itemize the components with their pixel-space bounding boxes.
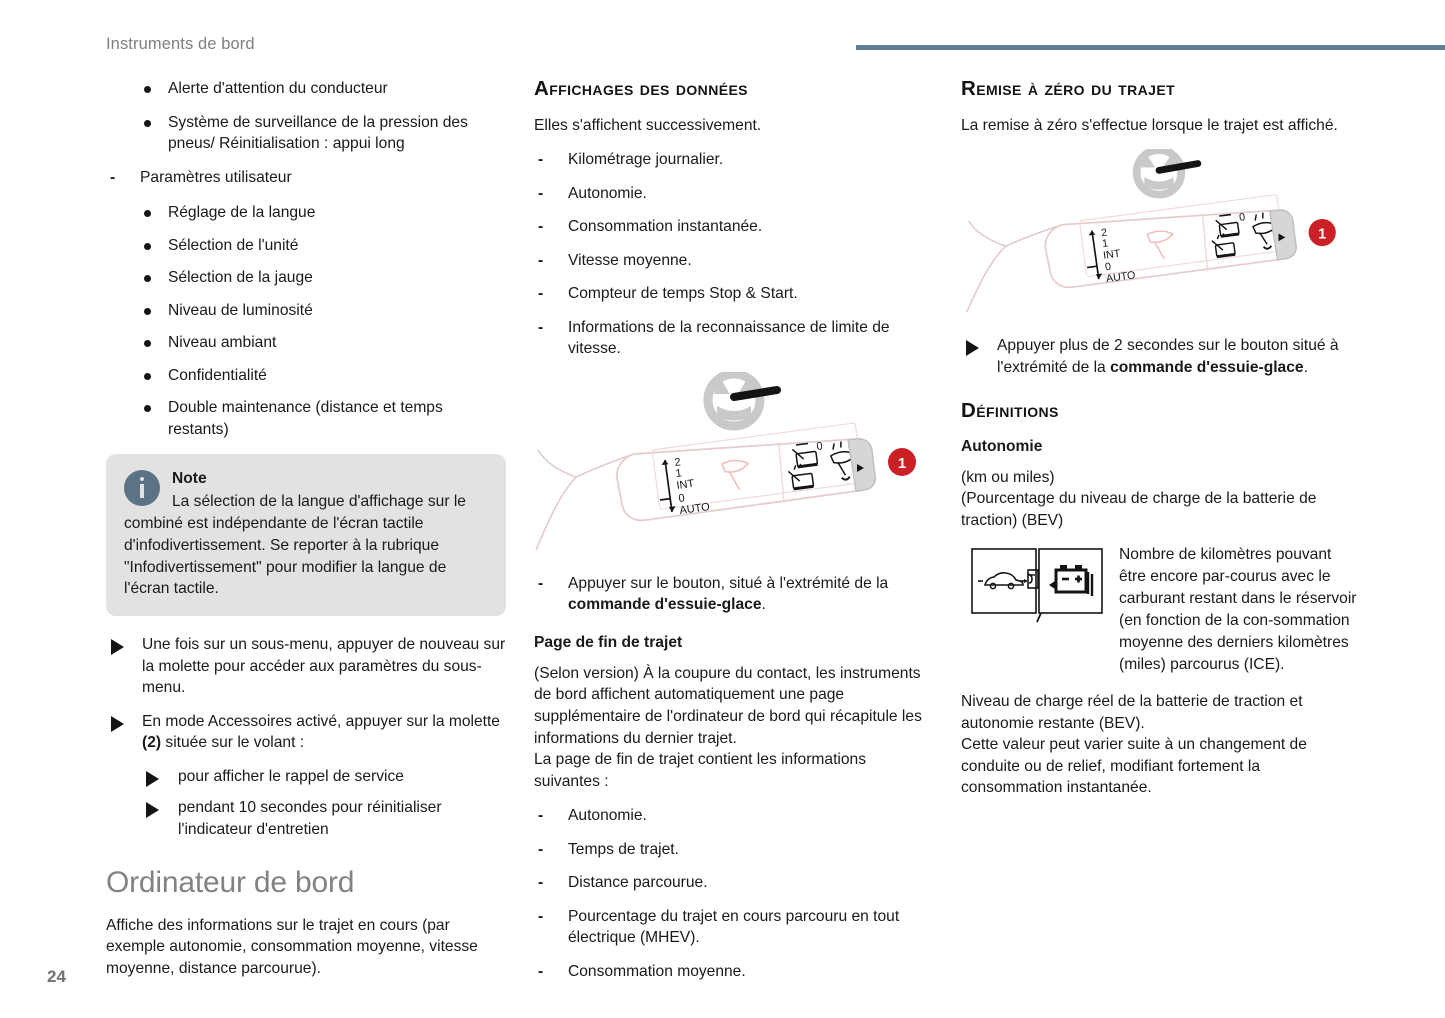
instruction-arrow-list: [106, 634, 506, 754]
range-icon-pair: [971, 548, 1103, 624]
page-header: [0, 0, 1445, 58]
list-item-label: Double maintenance (distance et temps restants): [168, 399, 443, 438]
page-number: 24: [47, 967, 66, 986]
definition-line-2: (Pourcentage du niveau de charge de la batterie de traction) (BEV): [961, 490, 1317, 529]
list-item-label: Compteur de temps Stop & Start.: [568, 285, 798, 303]
list-item-label-suffix: .: [761, 596, 766, 614]
list-item-label-suffix: .: [1303, 358, 1308, 376]
list-item-label-prefix: Appuyer plus de 2 secondes sur le bouton situé à l'extrémité de la: [997, 337, 1339, 376]
list-item: [534, 839, 934, 861]
steering-wheel-icon: [708, 374, 777, 426]
list-item: [534, 317, 934, 360]
list-item-label: Autonomie.: [568, 184, 647, 202]
list-item: [106, 78, 506, 100]
list-item-label: Distance parcourue.: [568, 874, 708, 892]
user-settings-list: [106, 202, 506, 440]
column-right: [961, 78, 1357, 812]
list-item-label: Pourcentage du trajet en cours parcouru en tout électrique (MHEV).: [568, 907, 900, 947]
list-item-label: Kilométrage journalier.: [568, 151, 724, 169]
list-item: [106, 797, 506, 840]
svg-text:INT: INT: [1102, 247, 1122, 262]
closing-text-2: Cette valeur peut varier suite à un changement de conduite ou de relief, modifiant fortement la consommation instantanée.: [961, 736, 1307, 797]
header-rule: [856, 45, 1445, 50]
list-item-label: Paramètres utilisateur: [140, 168, 292, 186]
svg-text:1: 1: [1101, 237, 1109, 251]
list-item-label: Informations de la reconnaissance de limite de vitesse.: [568, 318, 890, 358]
svg-text:2: 2: [673, 455, 682, 469]
list-item: [106, 634, 506, 699]
list-item: [534, 573, 934, 616]
heading-definitions: Définitions: [961, 399, 1059, 423]
list-item: [534, 216, 934, 238]
list-item: [534, 283, 934, 305]
list-item-label: Alerte d'attention du conducteur: [168, 80, 388, 97]
svg-text:0: 0: [677, 491, 686, 505]
menu-options-list: [106, 78, 506, 188]
svg-text:INT: INT: [675, 477, 695, 492]
list-item-label-bold: commande d'essuie-glace: [1110, 358, 1304, 376]
svg-text:0: 0: [1104, 260, 1112, 274]
list-item-label: pendant 10 secondes pour réinitialiser l'indicateur d'entretien: [178, 799, 442, 838]
definition-term-autonomie: Autonomie: [961, 437, 1043, 455]
list-item-label: Temps de trajet.: [568, 840, 679, 858]
list-item-label: Confidentialité: [168, 366, 267, 384]
list-item-label: Autonomie.: [568, 807, 647, 825]
note-box: [106, 454, 506, 616]
svg-text:1: 1: [674, 466, 683, 480]
list-item-label: Niveau de luminosité: [168, 301, 313, 319]
definition-icon-text: Nombre de kilomètres pouvant être encore par-courus avec le carburant restant dans le réservoir (en fonction de la con-sommation moyenne des derniers kilomètres (miles) parcourus (ICE).: [1119, 546, 1357, 673]
stalk-zero-label: 0: [815, 439, 824, 453]
list-item: [534, 805, 934, 827]
list-item-label: Une fois sur un sous-menu, appuyer de nouveau sur la molette pour accéder aux paramètres du sous-menu.: [142, 636, 506, 697]
list-item-label-prefix: Appuyer sur le bouton, situé à l'extrémité de la: [568, 574, 889, 592]
list-item-label: pour afficher le rappel de service: [178, 767, 404, 785]
svg-text:2: 2: [1100, 226, 1108, 240]
steering-wheel-icon: [1137, 150, 1198, 195]
subheading-page-de-fin-de-trajet: Page de fin de trajet: [534, 633, 683, 651]
body-text: (Selon version) À la coupure du contact, les instruments de bord affichent automatiquement une page supplémentaire de l'ordinateur de bord qui récapitule les informations du dernier trajet.: [534, 664, 922, 747]
svg-text:AUTO: AUTO: [678, 500, 711, 517]
body-text-2: La page de fin de trajet contient les informations suivantes :: [534, 751, 867, 790]
definition-icon-block: [961, 544, 1357, 675]
range-icons: [971, 548, 1103, 631]
info-icon: [124, 470, 160, 506]
list-item-label: Consommation moyenne.: [568, 962, 746, 980]
definition-line-1: (km ou miles): [961, 468, 1055, 486]
list-item: [106, 202, 506, 224]
list-item: [534, 906, 934, 949]
list-item: [106, 167, 506, 189]
wiper-stalk-illustration: [961, 149, 1357, 319]
note-title: Note: [172, 470, 207, 488]
wiper-stalk-figure: [961, 149, 1357, 319]
list-item-label: Vitesse moyenne.: [568, 251, 692, 269]
callout-marker-1-label: 1: [1318, 226, 1327, 243]
callout-marker-1-label: 1: [897, 454, 907, 472]
column-left: [106, 78, 506, 992]
list-item: [534, 183, 934, 205]
wiper-stalk-illustration: [534, 372, 934, 557]
data-displays-list: [534, 149, 934, 360]
list-item: [106, 397, 506, 440]
list-item: [106, 365, 506, 387]
list-item: [106, 235, 506, 257]
list-item-label: Sélection de la jauge: [168, 269, 313, 287]
list-item: [106, 267, 506, 289]
list-item-label-suffix: située sur le volant :: [161, 734, 305, 752]
list-item: [961, 335, 1357, 378]
svg-text:AUTO: AUTO: [1105, 269, 1137, 286]
instruction-sub-arrow-list: [106, 766, 506, 841]
press-button-list: [534, 573, 934, 616]
list-item: [534, 250, 934, 272]
list-item-label: Consommation instantanée.: [568, 218, 763, 236]
wiper-stalk-figure: [534, 372, 934, 557]
column-middle: [534, 78, 934, 994]
page-title: Ordinateur de bord: [106, 866, 355, 900]
heading-affichages-des-donnees: Affichages des données: [534, 77, 748, 100]
list-item-label: Réglage de la langue: [168, 204, 316, 222]
list-item-label: Système de surveillance de la pression des pneus/ Réinitialisation : appui long: [168, 113, 468, 153]
closing-text-1: Niveau de charge réel de la batterie de traction et autonomie restante (BEV).: [961, 693, 1303, 732]
list-item-label-prefix: En mode Accessoires activé, appuyer sur la molette: [142, 712, 500, 730]
intro-text: Elles s'affichent successivement.: [534, 116, 762, 134]
list-item: [106, 332, 506, 354]
reset-instruction-list: [961, 335, 1357, 378]
note-body: La sélection de la langue d'affichage sur le combiné est indépendante de l'écran tactile d'infodivertissement. Se reporter à la rubrique "Infodivertissement" pour modifier la langue de l'écran tactile.: [124, 493, 466, 598]
section-body-text: Affiche des informations sur le trajet en cours (par exemple autonomie, consommation moyenne, vitesse moyenne, distance parcourue).: [106, 916, 478, 977]
list-item: [534, 872, 934, 894]
list-item: [534, 961, 934, 983]
intro-text: La remise à zéro s'effectue lorsque le trajet est affiché.: [961, 116, 1338, 134]
list-item: [106, 300, 506, 322]
list-item: [106, 711, 506, 754]
list-item: [534, 149, 934, 171]
end-of-trip-info-list: [534, 805, 934, 982]
list-item: [106, 766, 506, 788]
list-item-label: Sélection de l'unité: [168, 236, 299, 254]
stalk-zero-label: 0: [1238, 211, 1246, 224]
heading-remise-a-zero-du-trajet: Remise à zéro du trajet: [961, 77, 1176, 100]
list-item: [106, 112, 506, 155]
list-item-label-bold: (2): [142, 734, 162, 752]
list-item-label-bold: commande d'essuie-glace: [568, 596, 762, 614]
running-header-title: Instruments de bord: [106, 35, 255, 53]
list-item-label: Niveau ambiant: [168, 334, 277, 352]
